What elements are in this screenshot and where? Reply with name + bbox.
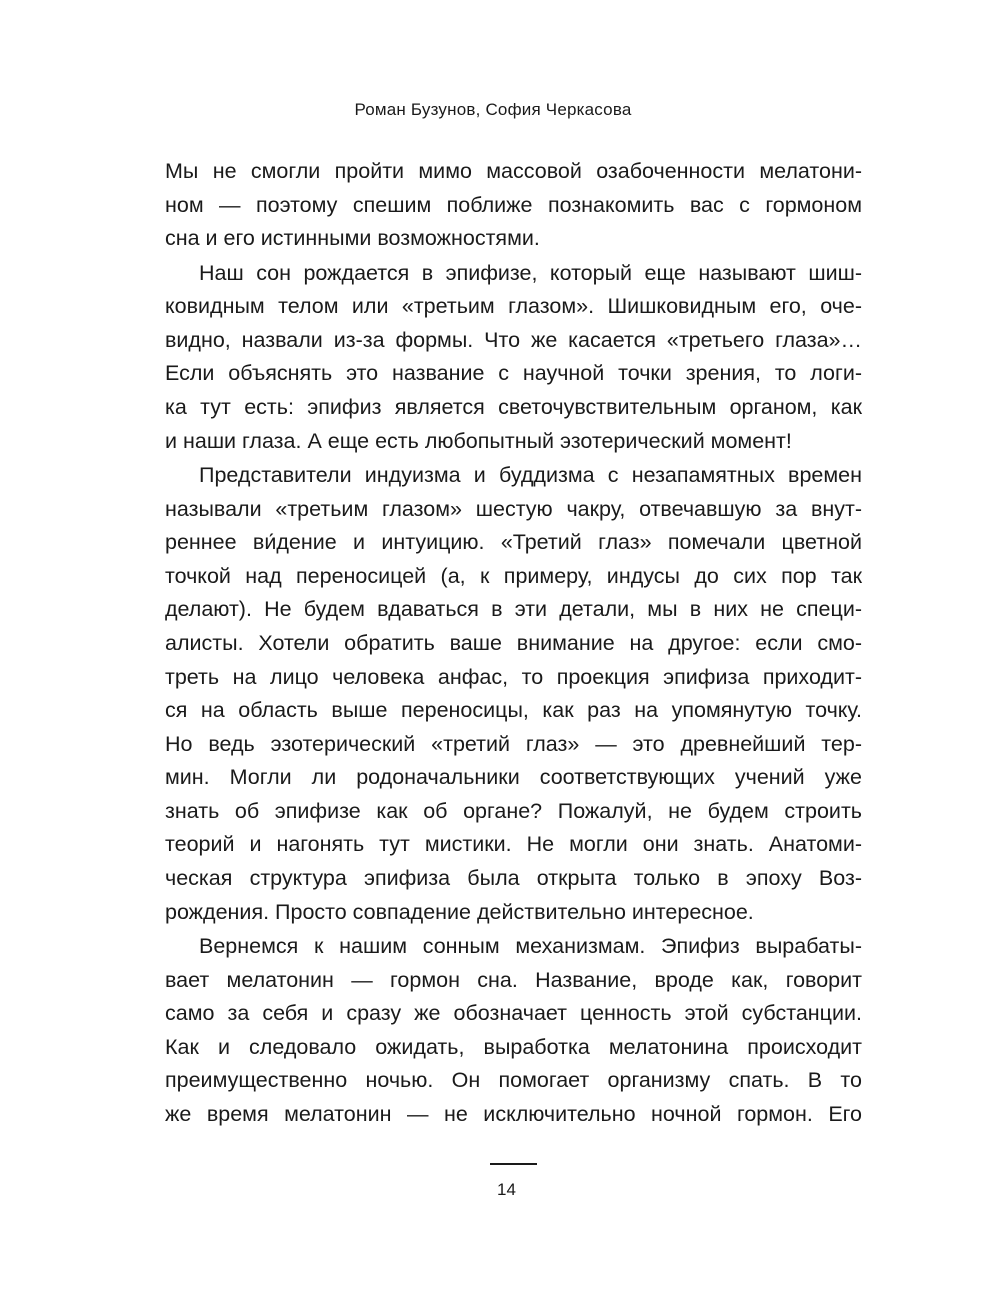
running-head-authors: Роман Бузунов, София Черкасова [354, 100, 632, 119]
text-line: называли «третьим глазом» шестую чакру, отвечавшую за внут- [165, 496, 862, 521]
text-line: теорий и нагонять тут мистики. Не могли они знать. Анатоми- [165, 832, 862, 857]
footer-rule [490, 1163, 537, 1165]
text-line: ческая структура эпифиза была открыта только в эпоху Воз- [165, 866, 862, 891]
text-line: ковидным телом или «третьим глазом». Шишковидным его, оче- [165, 294, 862, 319]
text-line: вает мелатонин — гормон сна. Название, вроде как, говорит [165, 967, 862, 992]
paragraph [165, 930, 862, 1132]
paragraph [165, 459, 862, 929]
text-line: реннее ви́дение и интуицию. «Третий глаз» помечали цветной [165, 530, 862, 555]
body-text [165, 155, 862, 1132]
text-line: Наш сон рождается в эпифизе, который еще называют шиш- [199, 260, 862, 285]
text-line: Представители индуизма и буддизма с незапамятных времен [199, 462, 862, 487]
text-line: треть на лицо человека анфас, то проекция эпифиза приходит- [165, 664, 862, 689]
text-line: Если объяснять это название с научной точки зрения, то логи- [165, 361, 862, 386]
text-line: видно, назвали из-за формы. Что же касается «третьего глаза»… [165, 327, 862, 352]
text-line: знать об эпифизе как об органе? Пожалуй, не будем строить [165, 798, 862, 823]
text-line: Вернемся к нашим сонным механизмам. Эпифиз вырабаты- [199, 934, 862, 959]
text-line: же время мелатонин — не исключительно ночной гормон. Его [165, 1102, 862, 1127]
text-line: и наши глаза. А еще есть любопытный эзотерический момент! [165, 428, 792, 453]
text-line: делают). Не будем вдаваться в эти детали, мы в них не специ- [165, 597, 862, 622]
text-line: алисты. Хотели обратить ваше внимание на другое: если смо- [165, 630, 862, 655]
text-line: ном — поэтому спешим поближе познакомить вас с гормоном [165, 192, 862, 217]
page-number: 14 [497, 1180, 516, 1199]
text-line: ка тут есть: эпифиз является светочувствительным органом, как [165, 394, 862, 419]
text-line: сна и его истинными возможностями. [165, 226, 540, 251]
text-line: само за себя и сразу же обозначает ценность этой субстанции. [165, 1001, 862, 1026]
paragraph [165, 155, 862, 256]
text-line: преимущественно ночью. Он помогает организму спать. В то [165, 1068, 862, 1093]
paragraph [165, 257, 862, 459]
text-line: Мы не смогли пройти мимо массовой озабоченности мелатони- [165, 159, 862, 183]
text-line: точкой над переносицей (а, к примеру, индусы до сих пор так [165, 563, 862, 588]
text-line: Но ведь эзотерический «третий глаз» — это древнейший тер- [165, 731, 862, 756]
text-line: ся на область выше переносицы, как раз на упомянутую точку. [165, 698, 862, 723]
text-line: Как и следовало ожидать, выработка мелатонина происходит [165, 1034, 862, 1059]
text-line: рождения. Просто совпадение действительно интересное. [165, 899, 754, 924]
text-line: мин. Могли ли родоначальники соответствующих учений уже [165, 765, 862, 790]
